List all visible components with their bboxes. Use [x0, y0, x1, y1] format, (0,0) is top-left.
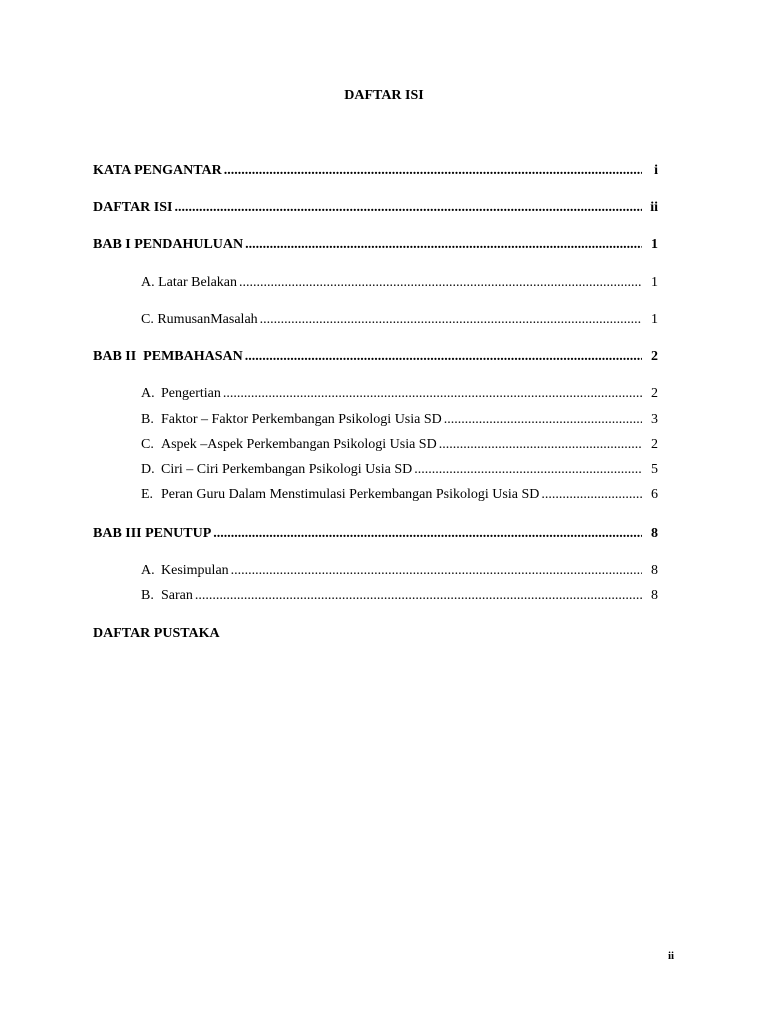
toc-entry-bab-1: [93, 237, 658, 253]
toc-subentry-prefix: D.: [141, 462, 155, 477]
toc-entry-bab-3: [93, 526, 658, 542]
dot-leader: [213, 526, 642, 542]
toc-subentry-prefix: A.: [141, 563, 155, 578]
toc-subentry: [141, 437, 658, 453]
toc-entry-page: 8: [651, 526, 658, 541]
toc-entry-label: DAFTAR ISI: [93, 200, 173, 215]
toc-entry-label: BAB III PENUTUP: [93, 526, 212, 541]
toc-subentry-label: Pengertian: [161, 386, 221, 401]
toc-entry-daftar-pustaka: [93, 626, 658, 642]
toc-subentry-page: 3: [651, 412, 658, 427]
dot-leader: [231, 563, 642, 579]
toc-entry-label: BAB II PEMBAHASAN: [93, 349, 243, 364]
toc-subentry: [141, 275, 658, 291]
toc-entry-label: BAB I PENDAHULUAN: [93, 237, 244, 252]
toc-subentry-prefix: A.: [141, 386, 155, 401]
toc-subentry-label: Saran: [161, 588, 193, 603]
toc-subentry-prefix: A.: [141, 275, 155, 290]
toc-subentry-prefix: C.: [141, 437, 154, 452]
toc-subentry-page: 2: [651, 386, 658, 401]
toc-subentry-page: 1: [651, 275, 658, 290]
page-number: ii: [668, 950, 675, 962]
toc-subentry: [141, 462, 658, 478]
toc-entry-page: ii: [650, 200, 658, 215]
toc-subentry: [141, 588, 658, 604]
toc-subentry-page: 6: [651, 487, 658, 502]
toc-subentry: [141, 563, 658, 579]
toc-entry-label: DAFTAR PUSTAKA: [93, 626, 220, 641]
page-title: DAFTAR ISI: [344, 88, 424, 103]
toc-subentry-label: Ciri – Ciri Perkembangan Psikologi Usia SD: [161, 462, 413, 477]
dot-leader: [414, 462, 642, 478]
dot-leader: [195, 588, 642, 604]
toc-subentry-prefix: B.: [141, 588, 154, 603]
toc-subentry: [141, 487, 658, 503]
dot-leader: [541, 487, 642, 503]
dot-leader: [439, 437, 642, 453]
toc-subentry-label: Faktor – Faktor Perkembangan Psikologi Usia SD: [161, 412, 442, 427]
dot-leader: [245, 349, 642, 365]
dot-leader: [245, 237, 642, 253]
dot-leader: [223, 386, 642, 402]
toc-subentry-page: 8: [651, 588, 658, 603]
toc-subentry-page: 8: [651, 563, 658, 578]
toc-subentry: [141, 386, 658, 402]
dot-leader: [224, 163, 642, 179]
toc-entry-page: i: [654, 163, 658, 178]
dot-leader: [174, 200, 642, 216]
toc-entry-daftar-isi: [93, 200, 658, 216]
dot-leader: [239, 275, 642, 291]
toc-entry-kata-pengantar: [93, 163, 658, 179]
toc-subentry: [141, 412, 658, 428]
toc-subentry-page: 2: [651, 437, 658, 452]
toc-entry-page: 1: [651, 237, 658, 252]
toc-subentry: [141, 312, 658, 328]
toc-subentry-prefix: E.: [141, 487, 154, 502]
dot-leader: [260, 312, 642, 328]
toc-subentry-label: Kesimpulan: [161, 563, 229, 578]
toc-subentry-page: 1: [651, 312, 658, 327]
toc-subentry-label: Latar Belakan: [158, 275, 238, 290]
toc-subentry-label: RumusanMasalah: [157, 312, 258, 327]
dot-leader: [444, 412, 642, 428]
toc-entry-bab-2: [93, 349, 658, 365]
toc-subentry-prefix: B.: [141, 412, 154, 427]
toc-entry-label: KATA PENGANTAR: [93, 163, 222, 178]
toc-subentry-prefix: C.: [141, 312, 154, 327]
toc-subentry-label: Aspek –Aspek Perkembangan Psikologi Usia SD: [161, 437, 437, 452]
toc-entry-page: 2: [651, 349, 658, 364]
toc-subentry-label: Peran Guru Dalam Menstimulasi Perkembangan Psikologi Usia SD: [161, 487, 540, 502]
toc-subentry-page: 5: [651, 462, 658, 477]
